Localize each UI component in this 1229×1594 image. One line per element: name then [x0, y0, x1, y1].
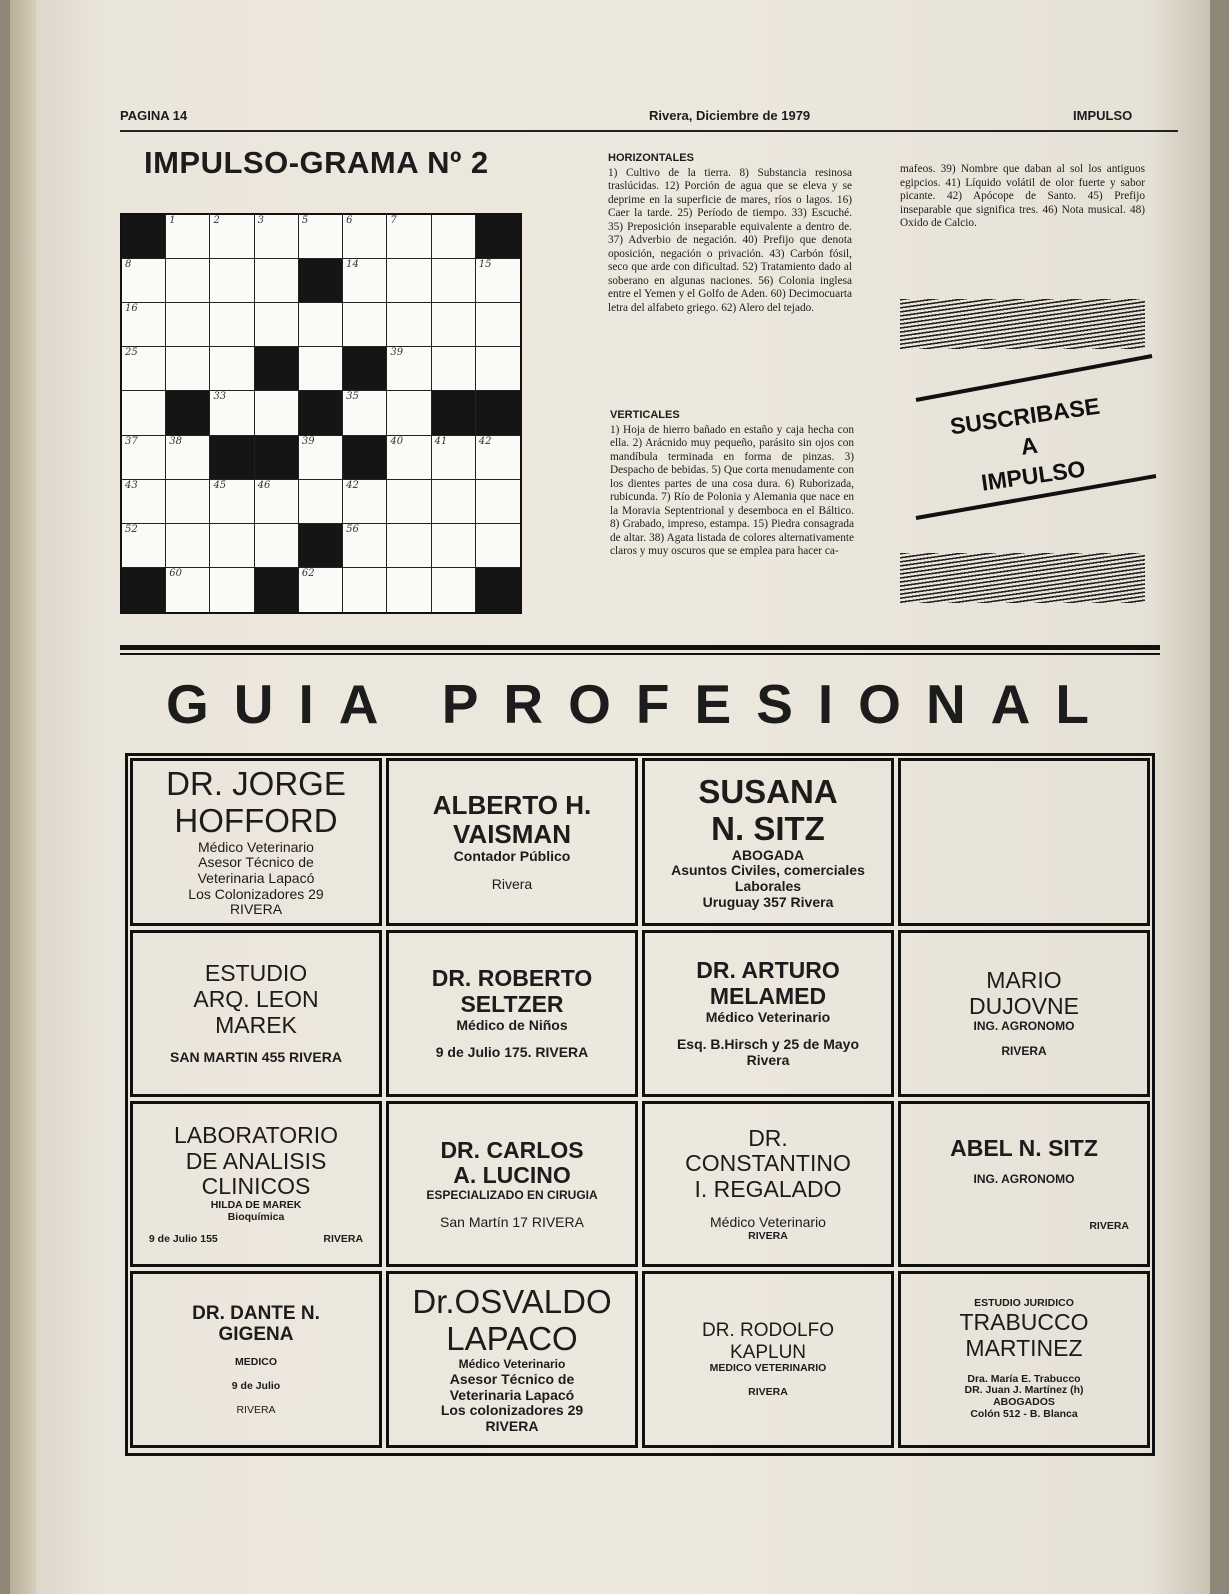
horizontales-text: 1) Cultivo de la tierra. 8) Substancia resinosa traslúcidas. 12) Porción de agua que se eleva y se deprime en la superficie de mares, ríos o lagos. 16) Caer la tarde. 25) Período de tiempo. 33) Escuché. 35) Preposición inseparable equivalente a dentro de. 37) Adverbio de negación. 40) Prefijo que denota oposición, negación o privación. 43) Carbón fósil, seco que arde con dificultad. 52) Tratamiento dado al soberano en algunas naciones. 56) Colonia inglesa entre el Yemen y el Golfo de Aden. 60) Decimocuarta letra del alfabeto griego. 62) Alero del tejado.	[608, 166, 852, 314]
ad-line: Veterinaria Lapacó	[449, 1386, 575, 1403]
ad-name: DR.	[748, 1124, 788, 1151]
ad-name: MARIO	[986, 967, 1062, 994]
ad-name: GIGENA	[218, 1323, 294, 1345]
ad-line: RIVERA	[229, 901, 283, 918]
crossword-cell-number: 38	[169, 435, 182, 447]
crossword-cell	[122, 480, 166, 524]
ad-line: MEDICO VETERINARIO	[709, 1362, 827, 1375]
ad-card-estudio-marek	[130, 930, 382, 1097]
crossword-cell	[432, 347, 476, 391]
crossword-cell	[387, 391, 431, 435]
ad-name: ALBERTO H.	[432, 790, 592, 821]
crossword-cell	[343, 568, 387, 612]
crossword-cell	[122, 524, 166, 568]
crossword-cell	[166, 303, 210, 347]
crossword-cell	[387, 347, 431, 391]
ad-line: ABOGADA	[731, 846, 805, 863]
ad-line: 9 de Julio 175. RIVERA	[435, 1044, 589, 1061]
crossword-cell-number: 41	[434, 435, 448, 447]
crossword-cell	[299, 215, 343, 259]
promo-rule-top	[916, 356, 1152, 400]
crossword-cell-number: 56	[346, 523, 359, 535]
crossword-cell-number: 60	[169, 567, 182, 579]
crossword-cell-number: 39	[301, 435, 315, 447]
ad-line: ESTUDIO JURIDICO	[974, 1297, 1074, 1310]
crossword-title: IMPULSO-GRAMA Nº 2	[144, 145, 489, 180]
crossword-cell	[255, 391, 299, 435]
crossword-cell	[255, 303, 299, 347]
section-rule-thick	[120, 645, 1160, 650]
crossword-cell	[387, 303, 431, 347]
crossword-cell	[210, 391, 254, 435]
ad-line: 9 de Julio	[231, 1379, 281, 1392]
crossword-black-cell	[343, 347, 387, 391]
crossword-cell	[476, 524, 520, 568]
crossword-cell	[432, 215, 476, 259]
ad-line: Asesor Técnico de	[449, 1370, 575, 1387]
ad-line: RIVERA	[1089, 1219, 1129, 1232]
crossword-cell	[166, 480, 210, 524]
crossword-cell-number: 46	[257, 479, 271, 491]
verticales-continued: mafeos. 39) Nombre que daban al sol los antiguos egipcios. 41) Líquido volátil de olor fuerte y sabor picante. 42) Apócope de Santo. 45) Prefijo inseparable que significa tres. 46) Nota musical. 48) Oxido de Calcio.	[900, 163, 1145, 229]
crossword-cell	[210, 568, 254, 612]
verticales-heading: VERTICALES	[610, 409, 680, 421]
ad-name: DR. ROBERTO	[431, 965, 593, 992]
crossword-cell-number: 16	[125, 303, 138, 315]
ad-name: ESTUDIO	[204, 960, 308, 987]
crossword-cell	[122, 259, 166, 303]
crossword-cell	[166, 568, 210, 612]
ad-line: Rivera	[491, 876, 533, 893]
verticales-clues	[610, 409, 854, 559]
ad-line: Esq. B.Hirsch y 25 de Mayo	[676, 1036, 860, 1053]
crossword-cell-number: 14	[346, 259, 359, 271]
crossword-black-cell	[122, 568, 166, 612]
ad-name: TRABUCCO	[959, 1309, 1089, 1336]
guia-profesional-directory	[125, 753, 1155, 1456]
torn-page-edge	[10, 0, 36, 1594]
crossword-grid	[120, 213, 522, 614]
crossword-cell-number: 42	[346, 479, 359, 491]
crossword-cell	[432, 480, 476, 524]
crossword-cell	[432, 259, 476, 303]
crossword-cell	[343, 391, 387, 435]
guia-profesional-title: GUIA PROFESIONAL	[166, 673, 1114, 735]
dateline: Rivera, Diciembre de 1979	[649, 108, 811, 123]
ad-line: Contador Público	[453, 848, 571, 865]
crossword-cell	[387, 215, 431, 259]
crossword-cell	[432, 436, 476, 480]
ad-line: ABOGADOS	[993, 1396, 1055, 1409]
crossword-black-cell	[476, 215, 520, 259]
ad-name: ARQ. LEON	[193, 985, 319, 1012]
subscribe-promo	[896, 352, 1158, 524]
crossword-cell	[255, 259, 299, 303]
crossword-cell	[476, 347, 520, 391]
crossword-black-cell	[476, 391, 520, 435]
crossword-cell	[122, 347, 166, 391]
ad-card-jorge-hofford	[130, 758, 382, 926]
ad-line: DR. Juan J. Martínez (h)	[964, 1384, 1084, 1397]
ad-card-dante-gigena	[130, 1271, 382, 1448]
ad-line: Uruguay 357 Rivera	[702, 893, 834, 910]
promo-line-3: IMPULSO	[979, 455, 1087, 496]
ad-name: SELTZER	[460, 990, 564, 1017]
ad-line: RIVERA	[748, 1385, 788, 1398]
crossword-black-cell	[299, 259, 343, 303]
crossword-cell	[122, 391, 166, 435]
crossword-cell	[476, 259, 520, 303]
crossword-cell	[343, 215, 387, 259]
ad-name: DR. RODOLFO	[702, 1320, 834, 1342]
ad-name: N. SITZ	[711, 809, 825, 847]
crossword-cell	[476, 480, 520, 524]
crossword-cell	[299, 480, 343, 524]
crossword-cell-number: 42	[478, 435, 492, 447]
crossword-cell	[432, 524, 476, 568]
crossword-cell	[210, 303, 254, 347]
ad-line: Colón 512 - B. Blanca	[970, 1407, 1078, 1420]
ad-card-trabucco-martinez	[898, 1271, 1150, 1448]
crossword-cell	[432, 303, 476, 347]
ad-card-roberto-seltzer	[386, 930, 638, 1097]
crossword-cell	[210, 215, 254, 259]
crossword-cell	[476, 303, 520, 347]
crossword-cell	[387, 480, 431, 524]
ad-line: RIVERA	[485, 1417, 539, 1434]
ad-line: RIVERA	[748, 1229, 788, 1242]
crossword-cell-number: 43	[125, 479, 138, 491]
ad-line: Bioquímica	[227, 1210, 285, 1223]
ad-name: LAPACO	[446, 1320, 578, 1358]
verticales-text: 1) Hoja de hierro bañado en estaño y caja hecha con ella. 2) Arácnido muy pequeño, parásito sin ojos con mandíbula terminada en forma de pinzas. 3) Despacho de bebidas. 5) Que corta menudamente con los dientes partes de una cosa dura. 6) Ruborizada, rubicunda. 7) Río de Polonia y Alemania que nace en la Moravia Septentrional y desemboca en el Báltico. 8) Grabado, impreso, estampa. 15) Piedra consagrada de altar. 38) Agata listada de colores alternativamente claros y muy oscuros que se emplea para hacer ca-	[610, 423, 854, 557]
crossword-cell	[166, 259, 210, 303]
ad-card-mario-dujovne	[898, 930, 1150, 1097]
ad-name: DUJOVNE	[969, 993, 1079, 1020]
ad-line: Laborales	[734, 877, 802, 894]
crossword-cell	[255, 480, 299, 524]
promo-line-2: A	[1019, 431, 1040, 460]
ad-card-constantino-regalado	[642, 1101, 894, 1267]
ad-name: CONSTANTINO	[685, 1150, 851, 1177]
ad-card-arturo-melamed	[642, 930, 894, 1097]
section-rule-thin	[120, 653, 1160, 655]
ad-name: CLINICOS	[201, 1173, 311, 1200]
ad-name: A. LUCINO	[453, 1162, 571, 1189]
ad-line: Médico Veterinario	[458, 1357, 566, 1372]
ad-name: DR. CARLOS	[440, 1136, 584, 1163]
ad-line: Rivera	[746, 1052, 790, 1069]
ad-line: Dra. María E. Trabucco	[967, 1372, 1081, 1385]
newspaper-name: IMPULSO	[1073, 108, 1133, 123]
crossword-cell-number: 52	[125, 523, 138, 535]
crossword-cell	[387, 524, 431, 568]
ad-line: Veterinaria Lapacó	[197, 870, 315, 887]
ad-name: I. REGALADO	[694, 1176, 842, 1203]
crossword-black-cell	[166, 391, 210, 435]
ad-name: HOFFORD	[174, 801, 338, 839]
crossword-black-cell	[255, 347, 299, 391]
ad-line: MEDICO	[235, 1356, 277, 1369]
crossword-cell-number: 1	[169, 215, 176, 226]
newspaper-page	[10, 0, 1210, 1594]
crossword-cell-number: 33	[213, 391, 227, 403]
crossword-cell-number: 2	[213, 215, 220, 226]
crossword-cell-number: 7	[390, 215, 397, 226]
ad-line: San Martín 17 RIVERA	[440, 1213, 584, 1230]
ad-name: KAPLUN	[729, 1341, 807, 1363]
header-rule	[120, 130, 1178, 132]
crossword-cell	[387, 259, 431, 303]
ad-line: Asuntos Civiles, comerciales	[671, 862, 865, 879]
ad-line: HILDA DE MAREK	[210, 1199, 302, 1211]
crossword-black-cell	[299, 391, 343, 435]
ad-line: RIVERA	[1001, 1044, 1047, 1059]
crossword-cell	[166, 347, 210, 391]
ad-name: LABORATORIO	[173, 1121, 339, 1148]
crossword-cell	[299, 347, 343, 391]
ad-line: RIVERA	[323, 1232, 364, 1245]
crossword-black-cell	[255, 436, 299, 480]
ad-name: SUSANA	[698, 772, 838, 810]
crossword-cell	[387, 436, 431, 480]
crossword-cell	[210, 347, 254, 391]
ad-name: MELAMED	[709, 982, 827, 1009]
ad-name: MARTINEZ	[965, 1334, 1083, 1361]
crossword-cell	[166, 215, 210, 259]
ad-name: ABEL N. SITZ	[950, 1134, 1098, 1161]
ad-line: 9 de Julio 155	[148, 1232, 218, 1245]
ad-card-empty	[898, 758, 1150, 926]
ad-line: Los colonizadores 29	[440, 1402, 584, 1419]
ad-name: DR. DANTE N.	[192, 1302, 320, 1324]
crossword-cell	[299, 436, 343, 480]
crossword-black-cell	[210, 436, 254, 480]
ad-line: ING. AGRONOMO	[973, 1018, 1075, 1033]
crossword-cell-number: 8	[125, 259, 132, 271]
crossword-cell	[476, 436, 520, 480]
ad-name: Dr.OSVALDO	[412, 1283, 612, 1321]
crossword-cell	[343, 524, 387, 568]
ad-name: DR. ARTURO	[696, 957, 840, 984]
ad-line: Médico Veterinario	[198, 838, 314, 855]
crossword-cell	[255, 524, 299, 568]
ad-name: DE ANALISIS	[185, 1147, 327, 1174]
crossword-cell	[343, 480, 387, 524]
ad-line: Médico Veterinario	[710, 1213, 826, 1230]
ad-card-laboratorio	[130, 1101, 382, 1267]
crossword-cell-number: 39	[390, 347, 404, 359]
crossword-cell-number: 40	[390, 435, 404, 447]
ad-card-abel-sitz	[898, 1101, 1150, 1267]
crossword-cell	[255, 215, 299, 259]
crossword-cell	[122, 303, 166, 347]
ad-line: ESPECIALIZADO EN CIRUGIA	[426, 1188, 598, 1203]
ad-name: MAREK	[215, 1011, 297, 1038]
crossword-cell	[299, 568, 343, 612]
ad-line: ING. AGRONOMO	[973, 1172, 1075, 1187]
crossword-black-cell	[122, 215, 166, 259]
horizontales-heading: HORIZONTALES	[608, 152, 694, 164]
ad-line: Los Colonizadores 29	[188, 885, 324, 902]
hatched-band-top	[900, 299, 1145, 349]
crossword-black-cell	[476, 568, 520, 612]
crossword-cell	[166, 524, 210, 568]
ad-card-alberto-vaisman	[386, 758, 638, 926]
crossword-cell	[210, 480, 254, 524]
ad-name: VAISMAN	[453, 819, 571, 850]
crossword-cell-number: 25	[125, 347, 138, 359]
ad-name: DR. JORGE	[166, 764, 346, 802]
crossword-cell	[387, 568, 431, 612]
ad-card-carlos-lucino	[386, 1101, 638, 1267]
crossword-cell	[210, 259, 254, 303]
crossword-cell-number: 35	[346, 391, 359, 403]
promo-line-1: SUSCRIBASE	[948, 392, 1102, 440]
crossword-cell-number: 37	[125, 435, 138, 447]
crossword-cell	[122, 436, 166, 480]
horizontales-clues	[608, 152, 852, 315]
crossword-cell-number: 15	[478, 259, 492, 271]
crossword-black-cell	[299, 524, 343, 568]
hatched-band-bottom	[900, 553, 1145, 603]
ad-card-rodolfo-kaplun	[642, 1271, 894, 1448]
crossword-cell	[210, 524, 254, 568]
ad-line: SAN MARTIN 455 RIVERA	[170, 1049, 342, 1066]
ad-line: Asesor Técnico de	[198, 854, 314, 871]
ad-card-osvaldo-lapaco	[386, 1271, 638, 1448]
crossword-cell	[343, 259, 387, 303]
page-number: PAGINA 14	[120, 108, 188, 123]
crossword-cell	[166, 436, 210, 480]
ad-card-susana-sitz	[642, 758, 894, 926]
crossword-black-cell	[255, 568, 299, 612]
crossword-cell-number: 3	[257, 215, 265, 226]
crossword-black-cell	[343, 436, 387, 480]
crossword-cell-number: 6	[346, 215, 353, 226]
crossword-cell-number: 45	[213, 479, 227, 491]
crossword-cell	[432, 568, 476, 612]
ad-line: Médico de Niños	[456, 1016, 568, 1033]
crossword-cell-number: 5	[301, 215, 309, 226]
crossword-cell	[343, 303, 387, 347]
ad-line: Médico Veterinario	[705, 1008, 831, 1025]
crossword-cell	[299, 303, 343, 347]
crossword-black-cell	[432, 391, 476, 435]
ad-line: RIVERA	[236, 1403, 276, 1416]
crossword-cell-number: 62	[301, 567, 315, 579]
